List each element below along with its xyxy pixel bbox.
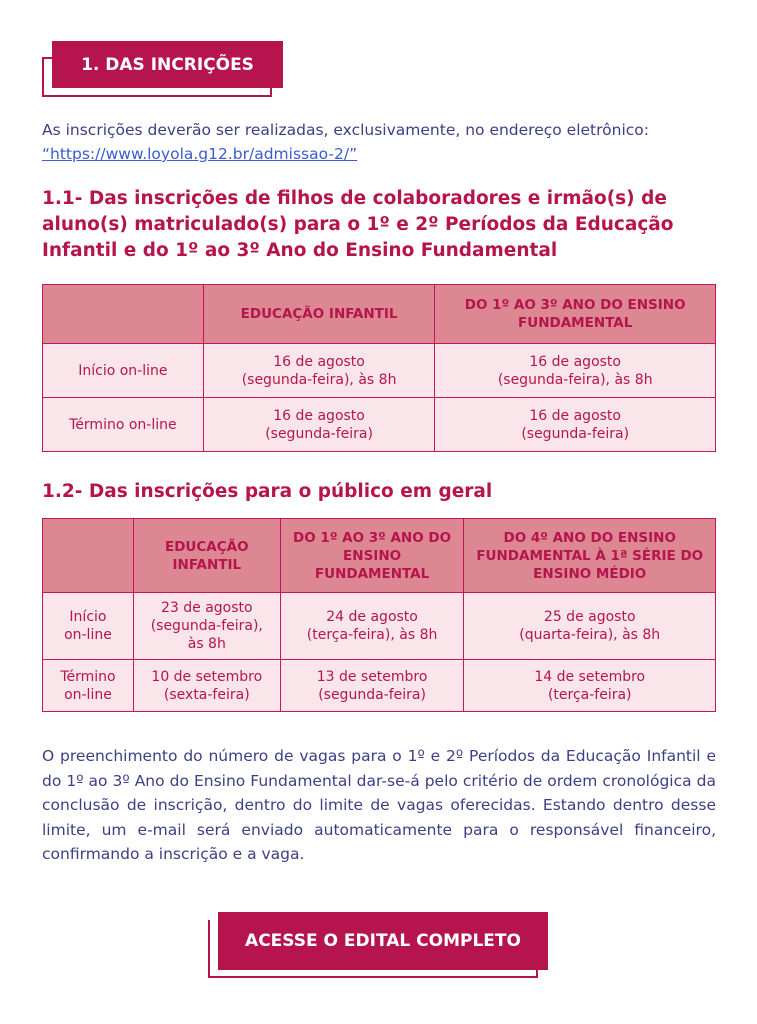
table-cell: 25 de agosto (quarta-feira), às 8h <box>464 593 716 660</box>
row-label: Término on-line <box>43 660 134 712</box>
table-cell: 10 de setembro (sexta-feira) <box>133 660 280 712</box>
table-2-header-fundamental: DO 1º AO 3º ANO DO ENSINO FUNDAMENTAL <box>280 519 464 593</box>
table-2-header-medio: DO 4º ANO DO ENSINO FUNDAMENTAL À 1ª SÉRIE DO ENSINO MÉDIO <box>464 519 716 593</box>
intro-paragraph <box>42 118 716 166</box>
table-cell: 24 de agosto (terça-feira), às 8h <box>280 593 464 660</box>
row-label: Início on-line <box>43 593 134 660</box>
row-label: Término on-line <box>43 398 204 452</box>
table-1-header-ed-infantil: EDUCAÇÃO INFANTIL <box>203 285 435 344</box>
table-cell: 23 de agosto (segunda-feira), às 8h <box>133 593 280 660</box>
info-paragraph: O preenchimento do número de vagas para o 1º e 2º Períodos da Educação Infantil e do 1º ao 3º Ano do Ensino Fundamental dar-se-á pelo critério de ordem cronológica da conclusão de inscrição, dentro do limite de vagas oferecidas. Estando dentro desse limite, um e-mail será enviado automaticamente para o responsável financeiro, confirmando a inscrição e a vaga. <box>42 747 716 863</box>
table-row <box>43 593 716 660</box>
table-cell: 16 de agosto (segunda-feira) <box>435 398 716 452</box>
table-row <box>43 398 716 452</box>
subsection-1-heading: 1.1- Das inscrições de filhos de colaboradores e irmão(s) de aluno(s) matriculado(s) para o 1º e 2º Períodos da Educação Infantil e do 1º ao 3º Ano do Ensino Fundamental <box>42 188 674 261</box>
table-2-header-empty <box>43 519 134 593</box>
table-1-header-row <box>43 285 716 344</box>
table-2-header-row <box>43 519 716 593</box>
table-cell: 16 de agosto (segunda-feira), às 8h <box>203 344 435 398</box>
table-2 <box>42 518 716 712</box>
table-row <box>43 344 716 398</box>
table-cell: 13 de setembro (segunda-feira) <box>280 660 464 712</box>
cta-container <box>208 912 548 978</box>
row-label: Início on-line <box>43 344 204 398</box>
edital-button[interactable]: ACESSE O EDITAL COMPLETO <box>218 912 548 970</box>
table-cell: 14 de setembro (terça-feira) <box>464 660 716 712</box>
section-title: 1. DAS INCRIÇÕES <box>52 41 283 88</box>
admission-link[interactable]: “https://www.loyola.g12.br/admissao-2/” <box>42 145 358 163</box>
subsection-2-heading: 1.2- Das inscrições para o público em geral <box>42 481 493 502</box>
table-1 <box>42 284 716 452</box>
table-cell: 16 de agosto (segunda-feira), às 8h <box>435 344 716 398</box>
intro-text: As inscrições deverão ser realizadas, exclusivamente, no endereço eletrônico: <box>42 121 650 139</box>
table-1-header-empty <box>43 285 204 344</box>
table-1-header-fundamental: DO 1º AO 3º ANO DO ENSINO FUNDAMENTAL <box>435 285 716 344</box>
section-header <box>42 41 275 98</box>
table-2-header-ed-infantil: EDUCAÇÃO INFANTIL <box>133 519 280 593</box>
table-cell: 16 de agosto (segunda-feira) <box>203 398 435 452</box>
table-row <box>43 660 716 712</box>
